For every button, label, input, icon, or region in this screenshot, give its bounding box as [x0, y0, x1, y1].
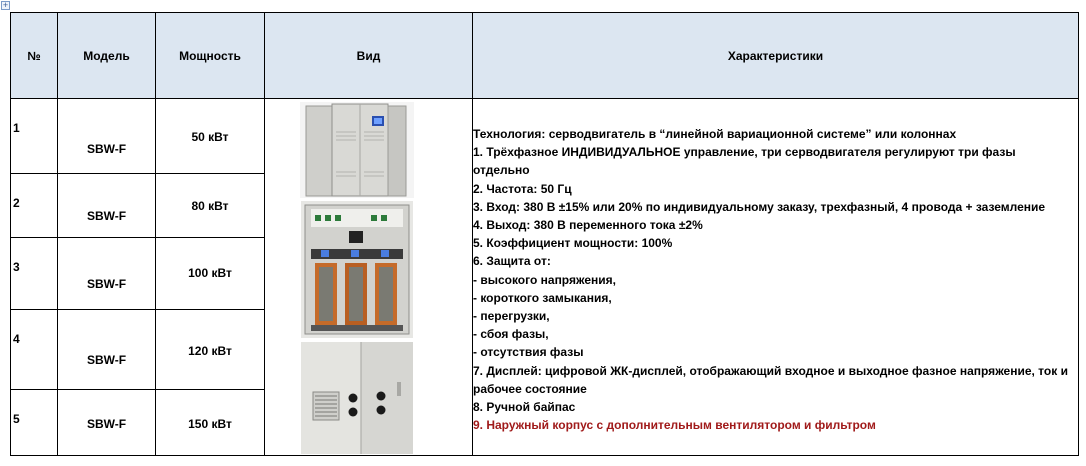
row-3-num: [10, 237, 58, 310]
header-specs: Характеристики: [472, 12, 1079, 99]
row-3-power: [155, 237, 265, 310]
header-power: Мощность: [155, 12, 265, 99]
row-1-power-text: 50 кВт: [191, 130, 229, 144]
spec-line: - перегрузки,: [473, 309, 550, 324]
row-2-power-text: 80 кВт: [191, 199, 229, 213]
header-view: Вид: [264, 12, 473, 99]
row-5-model: [57, 389, 156, 456]
spec-line: 5. Коэффициент мощности: 100%: [473, 236, 673, 251]
cabinet-interior-photo: [301, 201, 413, 338]
row-5-num: [10, 389, 58, 456]
row-3-model: [57, 237, 156, 310]
spec-line: - короткого замыкания,: [473, 290, 612, 305]
row-3-model-text: SBW-F: [86, 277, 127, 291]
row-2-model: [57, 173, 156, 238]
spec-line: 4. Выход: 380 В переменного тока ±2%: [473, 218, 703, 233]
row-2-power: [155, 173, 265, 238]
row-1-power: [155, 98, 265, 174]
spec-line: - отсутствия фазы: [473, 345, 584, 360]
spec-line: 7. Дисплей: цифровой ЖК-дисплей, отображающий входное и выходное фазное напряжение, ток и рабочее состояние: [473, 363, 1068, 396]
row-3-num-text: 3: [13, 260, 20, 274]
spec-line: - высокого напряжения,: [473, 272, 616, 287]
row-4-power-text: 120 кВт: [188, 344, 232, 358]
row-4-num: [10, 309, 58, 390]
row-2-model-text: SBW-F: [86, 209, 127, 223]
cabinet-exterior-drawing: [300, 102, 414, 198]
row-4-power: [155, 309, 265, 390]
spec-line: 8. Ручной байпас: [473, 400, 576, 415]
header-num: №: [10, 12, 58, 99]
row-4-model: [57, 309, 156, 390]
row-2-num: [10, 173, 58, 238]
spec-line: - сбоя фазы,: [473, 327, 549, 342]
specs-cell: [472, 98, 1079, 456]
spec-line: 1. Трёхфазное ИНДИВИДУАЛЬНОЕ управление, три серводвигателя регулируют три фазы отдельно: [473, 145, 1016, 178]
spec-line: 6. Защита от:: [473, 254, 551, 269]
row-5-model-text: SBW-F: [86, 417, 127, 431]
spec-line: Технология: серводвигатель в “линейной вариационной системе” или колоннах: [473, 127, 957, 141]
header-model: Модель: [57, 12, 156, 99]
row-5-num-text: 5: [13, 412, 20, 426]
row-1-model-text: SBW-F: [86, 142, 127, 156]
spec-line-highlight: 9. Наружный корпус с дополнительным вентилятором и фильтром: [473, 418, 876, 433]
table-anchor-icon[interactable]: +: [2, 0, 9, 10]
row-5-power: [155, 389, 265, 456]
cabinet-vent-drawing: [301, 342, 413, 454]
row-3-power-text: 100 кВт: [188, 266, 232, 280]
row-5-power-text: 150 кВт: [188, 417, 232, 431]
row-1-num-text: 1: [13, 121, 20, 135]
row-4-model-text: SBW-F: [86, 353, 127, 367]
row-2-num-text: 2: [13, 196, 20, 210]
row-1-model: [57, 98, 156, 174]
cabinet-exterior-photo: [300, 102, 414, 198]
row-1-num: [10, 98, 58, 174]
row-4-num-text: 4: [13, 332, 20, 346]
cabinet-vent-photo: [301, 342, 413, 454]
cabinet-interior-drawing: [301, 201, 413, 338]
spec-line: 2. Частота: 50 Гц: [473, 181, 572, 196]
spec-line: 3. Вход: 380 В ±15% или 20% по индивидуальному заказу, трехфазный, 4 провода + заземление: [473, 199, 1046, 214]
